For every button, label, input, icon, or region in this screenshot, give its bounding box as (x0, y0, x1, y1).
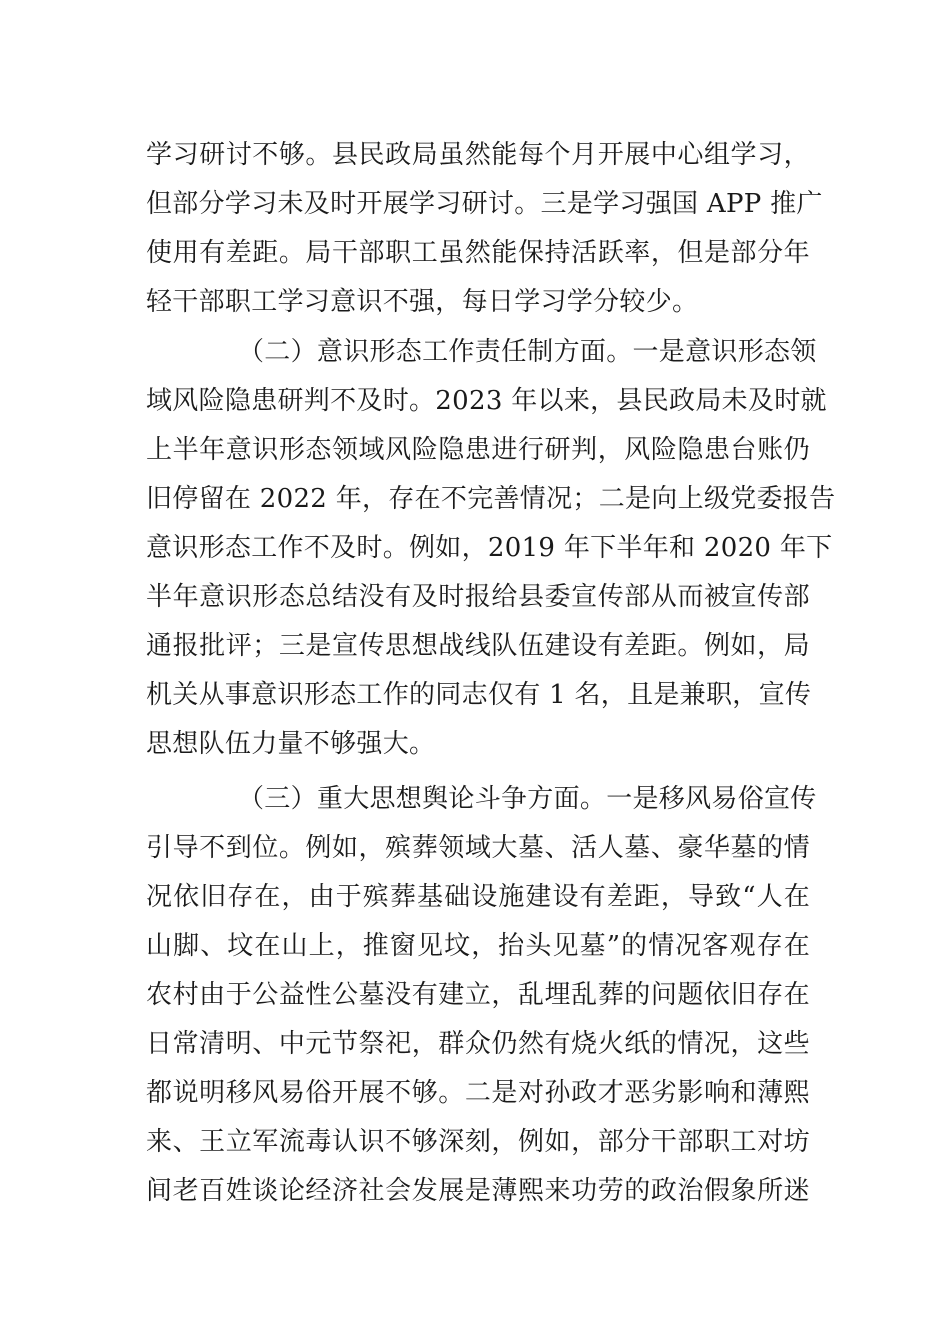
section-heading-line: （二）意识形态工作责任制方面。一是意识形态领 (238, 337, 817, 367)
text-line: 域风险隐患研判不及时。2023 年以来，县民政局未及时就 (146, 386, 827, 416)
text-line: 但部分学习未及时开展学习研讨。三是学习强国 APP 推广 (146, 189, 823, 219)
text-line: 间老百姓谈论经济社会发展是薄熙来功劳的政治假象所迷 (146, 1176, 810, 1206)
text-line: 意识形态工作不及时。例如，2019 年下半年和 2020 年下 (146, 533, 833, 563)
text-line: 农村由于公益性公墓没有建立，乱埋乱葬的问题依旧存在 (146, 980, 810, 1010)
text-line: 山脚、坟在山上，推窗见坟，抬头见墓”的情况客观存在 (146, 931, 810, 961)
section-heading-line: （三）重大思想舆论斗争方面。一是移风易俗宣传 (238, 784, 817, 814)
text-line: 上半年意识形态领域风险隐患进行研判，风险隐患台账仍 (146, 435, 810, 465)
text-line: 引导不到位。例如，殡葬领域大墓、活人墓、豪华墓的情 (146, 833, 810, 863)
text-line: 使用有差距。局干部职工虽然能保持活跃率，但是部分年 (146, 238, 810, 268)
text-line: 思想队伍力量不够强大。 (146, 729, 436, 759)
text-line: 都说明移风易俗开展不够。二是对孙政才恶劣影响和薄熙 (146, 1078, 810, 1108)
text-line: 旧停留在 2022 年，存在不完善情况；二是向上级党委报告 (146, 484, 836, 514)
text-line: 机关从事意识形态工作的同志仅有 1 名，且是兼职，宣传 (146, 680, 812, 710)
text-line: 轻干部职工学习意识不强，每日学习学分较少。 (146, 287, 699, 317)
text-line: 来、王立军流毒认识不够深刻，例如，部分干部职工对坊 (146, 1127, 810, 1157)
text-line: 半年意识形态总结没有及时报给县委宣传部从而被宣传部 (146, 582, 810, 612)
text-line: 日常清明、中元节祭祀，群众仍然有烧火纸的情况，这些 (146, 1029, 810, 1059)
text-line: 况依旧存在，由于殡葬基础设施建设有差距，导致“人在 (146, 882, 810, 912)
text-line: 通报批评；三是宣传思想战线队伍建设有差距。例如，局 (146, 631, 810, 661)
text-line: 学习研讨不够。县民政局虽然能每个月开展中心组学习， (146, 140, 810, 170)
